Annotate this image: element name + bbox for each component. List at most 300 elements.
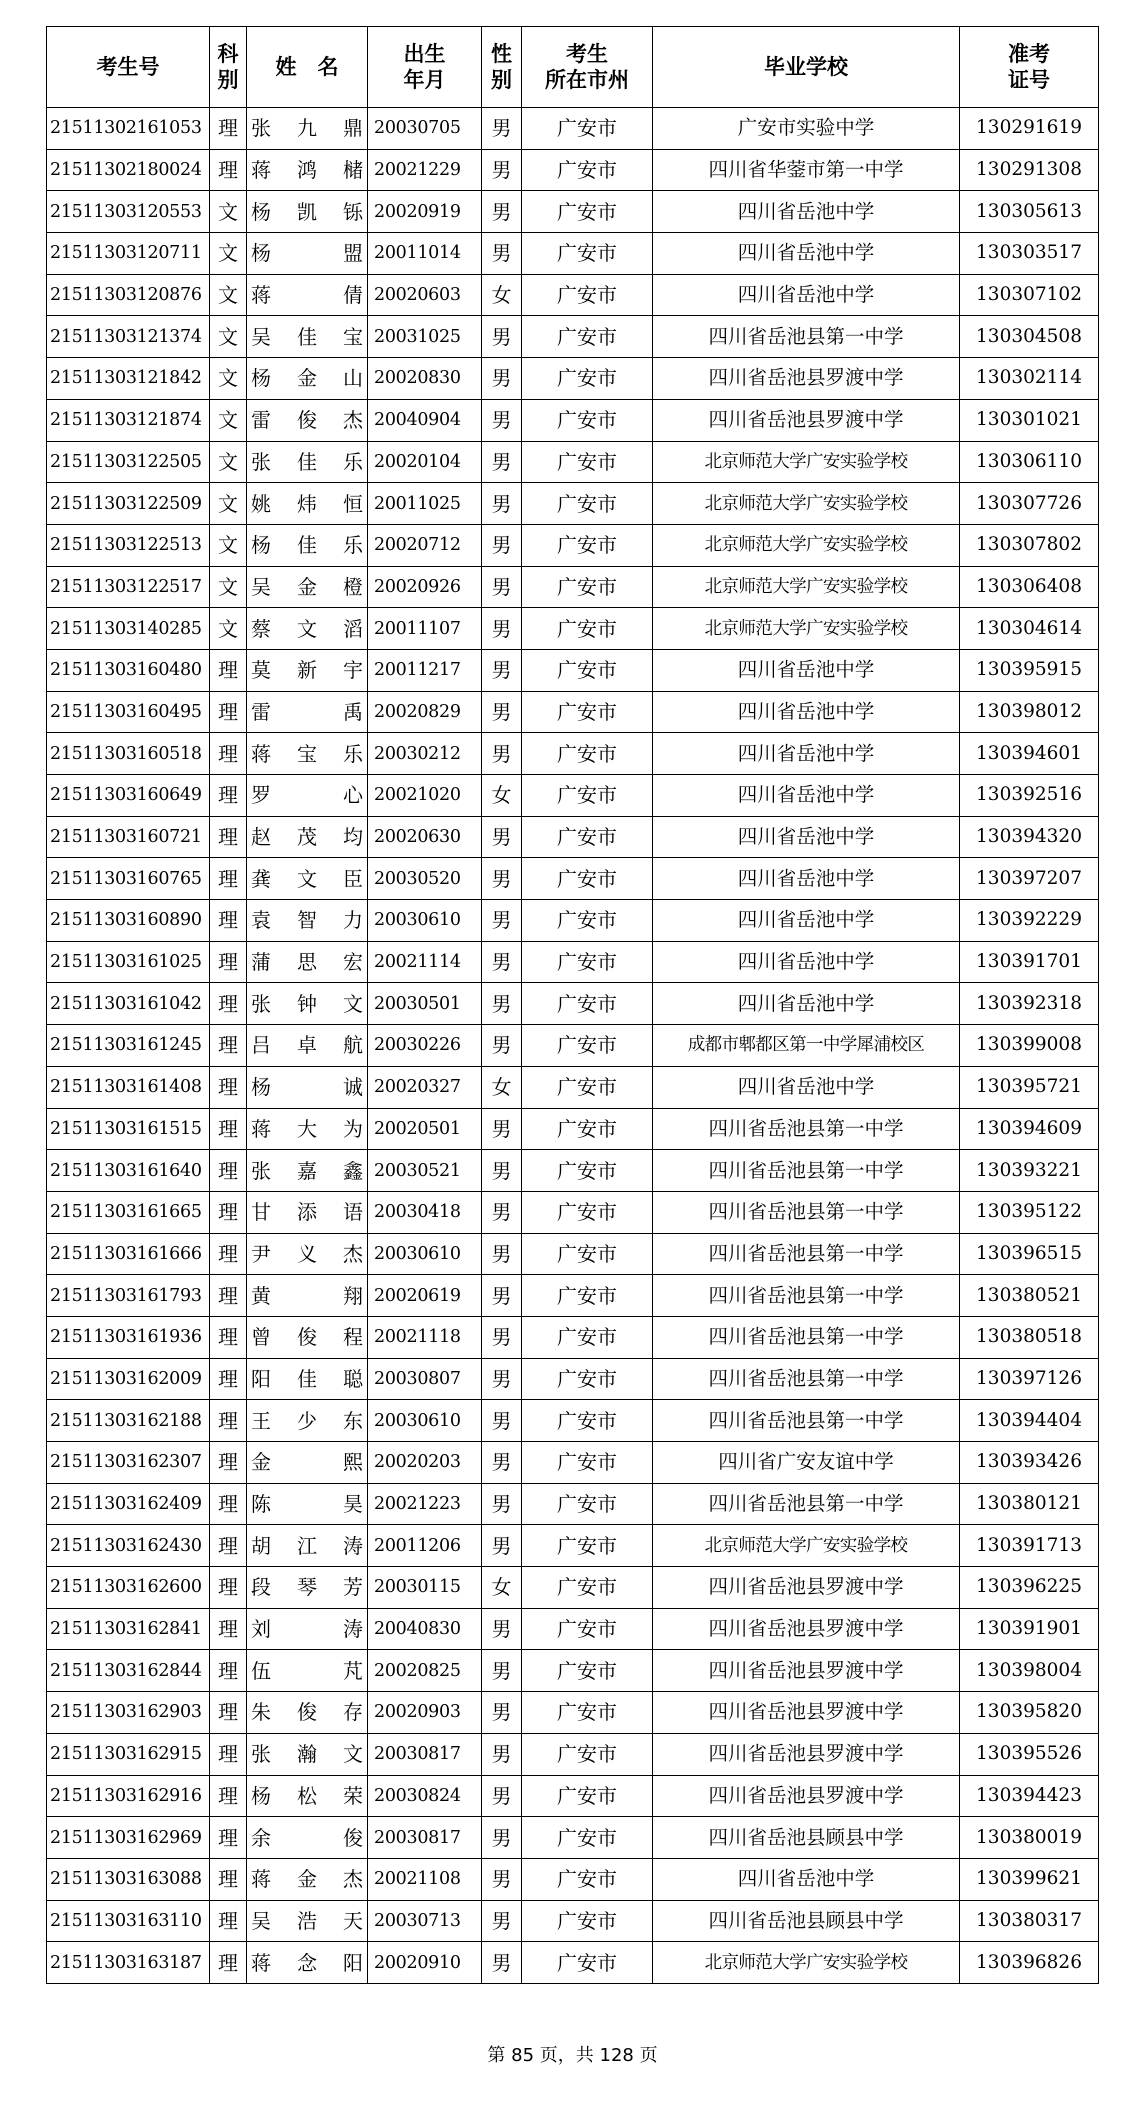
cell-city: 广安市 <box>522 108 653 150</box>
cell-school: 四川省岳池县第一中学 <box>653 1150 960 1192</box>
table-row <box>47 941 1099 983</box>
cell-subject: 理 <box>210 1525 247 1567</box>
cell-school: 北京师范大学广安实验学校 <box>653 524 960 566</box>
candidate-name: 余 俊 <box>251 1825 363 1850</box>
cell-name <box>247 775 368 817</box>
cell-ticket: 130398012 <box>960 691 1099 733</box>
cell-name <box>247 1817 368 1859</box>
cell-sex: 男 <box>482 1650 522 1692</box>
cell-name <box>247 1525 368 1567</box>
cell-exam-id: 21511303162307 <box>47 1442 210 1484</box>
candidate-name: 蒋 倩 <box>251 283 363 308</box>
header-city-label: 考生 所在市州 <box>545 42 629 92</box>
cell-birth: 20020603 <box>368 274 482 316</box>
table-row <box>47 1733 1099 1775</box>
cell-name <box>247 608 368 650</box>
table-row <box>47 649 1099 691</box>
cell-school: 四川省岳池中学 <box>653 900 960 942</box>
cell-birth: 20030713 <box>368 1900 482 1942</box>
cell-subject: 文 <box>210 358 247 400</box>
candidate-name: 伍 芃 <box>251 1658 363 1683</box>
cell-exam-id: 21511303162916 <box>47 1775 210 1817</box>
cell-subject: 理 <box>210 1025 247 1067</box>
candidate-name: 尹 义 杰 <box>251 1241 363 1266</box>
cell-name <box>247 1358 368 1400</box>
cell-sex: 男 <box>482 483 522 525</box>
cell-school: 四川省岳池中学 <box>653 191 960 233</box>
table-row <box>47 733 1099 775</box>
cell-city: 广安市 <box>522 1900 653 1942</box>
cell-name <box>247 1150 368 1192</box>
cell-name <box>247 900 368 942</box>
cell-school: 四川省岳池县罗渡中学 <box>653 1775 960 1817</box>
cell-subject: 文 <box>210 274 247 316</box>
cell-name <box>247 1316 368 1358</box>
cell-subject: 理 <box>210 108 247 150</box>
cell-birth: 20030610 <box>368 1400 482 1442</box>
cell-sex: 男 <box>482 1733 522 1775</box>
cell-city: 广安市 <box>522 441 653 483</box>
cell-exam-id: 21511303122513 <box>47 524 210 566</box>
cell-exam-id: 21511303121842 <box>47 358 210 400</box>
cell-sex: 男 <box>482 983 522 1025</box>
cell-city: 广安市 <box>522 608 653 650</box>
cell-birth: 20020501 <box>368 1108 482 1150</box>
header-ticket-label: 准考 证号 <box>1008 42 1050 92</box>
cell-city: 广安市 <box>522 358 653 400</box>
candidate-name: 刘 涛 <box>251 1617 363 1642</box>
cell-ticket: 130306408 <box>960 566 1099 608</box>
cell-birth: 20030226 <box>368 1025 482 1067</box>
cell-school: 四川省岳池中学 <box>653 274 960 316</box>
cell-exam-id: 21511303162903 <box>47 1692 210 1734</box>
cell-city: 广安市 <box>522 483 653 525</box>
cell-name <box>247 233 368 275</box>
cell-name <box>247 1650 368 1692</box>
cell-subject: 理 <box>210 1942 247 1984</box>
cell-school: 四川省广安友谊中学 <box>653 1442 960 1484</box>
candidate-name: 胡 江 涛 <box>251 1533 363 1558</box>
table-row <box>47 233 1099 275</box>
cell-birth: 20020630 <box>368 816 482 858</box>
cell-subject: 理 <box>210 858 247 900</box>
candidate-table <box>46 26 1099 1984</box>
candidate-name: 蒋 宝 乐 <box>251 741 363 766</box>
cell-sex: 男 <box>482 441 522 483</box>
cell-name <box>247 108 368 150</box>
cell-city: 广安市 <box>522 1483 653 1525</box>
cell-subject: 理 <box>210 941 247 983</box>
cell-school: 四川省岳池中学 <box>653 649 960 691</box>
table-row <box>47 1233 1099 1275</box>
cell-school: 四川省岳池县第一中学 <box>653 1275 960 1317</box>
cell-ticket: 130399621 <box>960 1858 1099 1900</box>
cell-subject: 理 <box>210 1775 247 1817</box>
cell-subject: 理 <box>210 1733 247 1775</box>
cell-exam-id: 21511303162915 <box>47 1733 210 1775</box>
cell-exam-id: 21511303161665 <box>47 1191 210 1233</box>
cell-subject: 理 <box>210 1358 247 1400</box>
cell-ticket: 130304508 <box>960 316 1099 358</box>
table-row <box>47 900 1099 942</box>
cell-name <box>247 691 368 733</box>
cell-school: 北京师范大学广安实验学校 <box>653 566 960 608</box>
cell-exam-id: 21511303122505 <box>47 441 210 483</box>
cell-exam-id: 21511303161408 <box>47 1066 210 1108</box>
cell-birth: 20011107 <box>368 608 482 650</box>
cell-ticket: 130399008 <box>960 1025 1099 1067</box>
cell-sex: 男 <box>482 733 522 775</box>
cell-birth: 20030817 <box>368 1733 482 1775</box>
cell-ticket: 130392318 <box>960 983 1099 1025</box>
cell-sex: 男 <box>482 316 522 358</box>
cell-school: 四川省岳池中学 <box>653 1858 960 1900</box>
cell-city: 广安市 <box>522 941 653 983</box>
candidate-name: 龚 文 臣 <box>251 866 363 891</box>
cell-city: 广安市 <box>522 816 653 858</box>
cell-name <box>247 191 368 233</box>
cell-subject: 理 <box>210 1150 247 1192</box>
table-row <box>47 1191 1099 1233</box>
cell-birth: 20011014 <box>368 233 482 275</box>
header-name <box>247 27 368 108</box>
cell-birth: 20040904 <box>368 399 482 441</box>
cell-subject: 文 <box>210 483 247 525</box>
cell-birth: 20020926 <box>368 566 482 608</box>
cell-sex: 男 <box>482 1525 522 1567</box>
cell-sex: 男 <box>482 1316 522 1358</box>
cell-ticket: 130307802 <box>960 524 1099 566</box>
cell-ticket: 130391701 <box>960 941 1099 983</box>
cell-ticket: 130305613 <box>960 191 1099 233</box>
cell-name <box>247 941 368 983</box>
cell-school: 四川省岳池县罗渡中学 <box>653 399 960 441</box>
cell-subject: 理 <box>210 1650 247 1692</box>
candidate-name: 段 琴 芳 <box>251 1575 363 1600</box>
cell-ticket: 130394601 <box>960 733 1099 775</box>
candidate-name: 杨 金 山 <box>251 366 363 391</box>
cell-school: 成都市郫都区第一中学犀浦校区 <box>653 1025 960 1067</box>
cell-name <box>247 149 368 191</box>
cell-subject: 理 <box>210 816 247 858</box>
cell-school: 北京师范大学广安实验学校 <box>653 608 960 650</box>
cell-subject: 理 <box>210 1066 247 1108</box>
cell-school: 北京师范大学广安实验学校 <box>653 1525 960 1567</box>
cell-sex: 女 <box>482 775 522 817</box>
cell-subject: 文 <box>210 608 247 650</box>
table-row <box>47 483 1099 525</box>
candidate-name: 金 熙 <box>251 1450 363 1475</box>
cell-sex: 男 <box>482 816 522 858</box>
cell-city: 广安市 <box>522 1358 653 1400</box>
cell-exam-id: 21511303122517 <box>47 566 210 608</box>
cell-subject: 理 <box>210 1817 247 1859</box>
header-school-label: 毕业学校 <box>764 55 848 79</box>
cell-ticket: 130394404 <box>960 1400 1099 1442</box>
cell-name <box>247 1066 368 1108</box>
table-row <box>47 1858 1099 1900</box>
cell-city: 广安市 <box>522 1608 653 1650</box>
candidate-name: 朱 俊 存 <box>251 1700 363 1725</box>
cell-birth: 20030705 <box>368 108 482 150</box>
cell-city: 广安市 <box>522 733 653 775</box>
cell-school: 四川省岳池县第一中学 <box>653 316 960 358</box>
candidate-name: 雷 禹 <box>251 699 363 724</box>
cell-exam-id: 21511303160765 <box>47 858 210 900</box>
table-row <box>47 691 1099 733</box>
cell-birth: 20020825 <box>368 1650 482 1692</box>
cell-ticket: 130303517 <box>960 233 1099 275</box>
cell-sex: 男 <box>482 108 522 150</box>
cell-ticket: 130394423 <box>960 1775 1099 1817</box>
cell-subject: 文 <box>210 316 247 358</box>
cell-exam-id: 21511303163110 <box>47 1900 210 1942</box>
cell-city: 广安市 <box>522 1942 653 1984</box>
cell-birth: 20030521 <box>368 1150 482 1192</box>
cell-city: 广安市 <box>522 316 653 358</box>
cell-exam-id: 21511303120876 <box>47 274 210 316</box>
candidate-name: 杨 松 荣 <box>251 1783 363 1808</box>
cell-school: 四川省岳池县罗渡中学 <box>653 1608 960 1650</box>
cell-birth: 20020829 <box>368 691 482 733</box>
cell-school: 四川省岳池中学 <box>653 816 960 858</box>
cell-ticket: 130291308 <box>960 149 1099 191</box>
cell-sex: 男 <box>482 1775 522 1817</box>
cell-school: 四川省岳池县第一中学 <box>653 1108 960 1150</box>
cell-ticket: 130395122 <box>960 1191 1099 1233</box>
table-row <box>47 1150 1099 1192</box>
cell-exam-id: 21511303162409 <box>47 1483 210 1525</box>
cell-ticket: 130307102 <box>960 274 1099 316</box>
cell-school: 四川省岳池中学 <box>653 733 960 775</box>
cell-name <box>247 1442 368 1484</box>
cell-subject: 理 <box>210 649 247 691</box>
table-row <box>47 1775 1099 1817</box>
cell-name <box>247 274 368 316</box>
candidate-name: 蒲 思 宏 <box>251 950 363 975</box>
cell-name <box>247 483 368 525</box>
candidate-name: 莫 新 宇 <box>251 658 363 683</box>
candidate-name: 张 佳 乐 <box>251 449 363 474</box>
cell-sex: 男 <box>482 358 522 400</box>
cell-subject: 理 <box>210 1692 247 1734</box>
candidate-name: 张 瀚 文 <box>251 1742 363 1767</box>
cell-school: 四川省岳池中学 <box>653 233 960 275</box>
cell-subject: 文 <box>210 441 247 483</box>
table-row <box>47 441 1099 483</box>
cell-school: 四川省岳池县第一中学 <box>653 1316 960 1358</box>
candidate-name: 吴 金 橙 <box>251 574 363 599</box>
table-row <box>47 1525 1099 1567</box>
cell-exam-id: 21511303161936 <box>47 1316 210 1358</box>
cell-subject: 理 <box>210 1483 247 1525</box>
cell-ticket: 130392229 <box>960 900 1099 942</box>
cell-ticket: 130397126 <box>960 1358 1099 1400</box>
page-footer: 第 85 页，共 128 页 <box>487 2045 658 2066</box>
cell-exam-id: 21511303162430 <box>47 1525 210 1567</box>
cell-sex: 男 <box>482 1608 522 1650</box>
candidate-name: 黄 翔 <box>251 1283 363 1308</box>
cell-exam-id: 21511303160495 <box>47 691 210 733</box>
cell-name <box>247 816 368 858</box>
candidate-name: 杨 盟 <box>251 241 363 266</box>
cell-birth: 20021114 <box>368 941 482 983</box>
table-row <box>47 524 1099 566</box>
cell-exam-id: 21511303160480 <box>47 649 210 691</box>
cell-exam-id: 21511303160518 <box>47 733 210 775</box>
cell-school: 北京师范大学广安实验学校 <box>653 1942 960 1984</box>
cell-subject: 理 <box>210 1191 247 1233</box>
table-row <box>47 1025 1099 1067</box>
table-body <box>47 108 1099 1984</box>
cell-sex: 男 <box>482 1858 522 1900</box>
cell-sex: 男 <box>482 399 522 441</box>
cell-name <box>247 399 368 441</box>
cell-city: 广安市 <box>522 1650 653 1692</box>
header-exam-id-label: 考生号 <box>96 55 160 79</box>
table-row <box>47 566 1099 608</box>
cell-city: 广安市 <box>522 1525 653 1567</box>
cell-sex: 男 <box>482 1817 522 1859</box>
cell-city: 广安市 <box>522 691 653 733</box>
table-row <box>47 1108 1099 1150</box>
cell-ticket: 130302114 <box>960 358 1099 400</box>
cell-exam-id: 21511303163187 <box>47 1942 210 1984</box>
table-row <box>47 1567 1099 1609</box>
cell-name <box>247 1483 368 1525</box>
cell-school: 四川省岳池中学 <box>653 775 960 817</box>
cell-sex: 男 <box>482 1400 522 1442</box>
cell-subject: 理 <box>210 691 247 733</box>
cell-subject: 理 <box>210 1567 247 1609</box>
cell-sex: 男 <box>482 608 522 650</box>
table-row <box>47 775 1099 817</box>
cell-ticket: 130301021 <box>960 399 1099 441</box>
candidate-name: 王 少 东 <box>251 1408 363 1433</box>
cell-birth: 20030520 <box>368 858 482 900</box>
cell-name <box>247 1108 368 1150</box>
cell-name <box>247 441 368 483</box>
cell-subject: 理 <box>210 733 247 775</box>
cell-exam-id: 21511303162844 <box>47 1650 210 1692</box>
cell-ticket: 130380521 <box>960 1275 1099 1317</box>
cell-sex: 女 <box>482 274 522 316</box>
cell-sex: 男 <box>482 1483 522 1525</box>
cell-subject: 理 <box>210 1275 247 1317</box>
candidate-name: 蒋 大 为 <box>251 1116 363 1141</box>
cell-birth: 20030212 <box>368 733 482 775</box>
candidate-name: 杨 诚 <box>251 1075 363 1100</box>
cell-birth: 20021229 <box>368 149 482 191</box>
cell-school: 四川省岳池县顾县中学 <box>653 1817 960 1859</box>
cell-exam-id: 21511303163088 <box>47 1858 210 1900</box>
table-row <box>47 358 1099 400</box>
candidate-name: 姚 炜 恒 <box>251 491 363 516</box>
cell-subject: 理 <box>210 1858 247 1900</box>
cell-birth: 20030824 <box>368 1775 482 1817</box>
cell-ticket: 130380518 <box>960 1316 1099 1358</box>
cell-birth: 20020104 <box>368 441 482 483</box>
cell-exam-id: 21511303162969 <box>47 1817 210 1859</box>
cell-sex: 男 <box>482 691 522 733</box>
candidate-name: 袁 智 力 <box>251 908 363 933</box>
cell-sex: 男 <box>482 941 522 983</box>
cell-sex: 男 <box>482 858 522 900</box>
cell-exam-id: 21511303160890 <box>47 900 210 942</box>
header-city <box>522 27 653 108</box>
cell-school: 四川省岳池中学 <box>653 983 960 1025</box>
candidate-name: 吴 浩 天 <box>251 1908 363 1933</box>
cell-sex: 男 <box>482 1191 522 1233</box>
cell-ticket: 130396225 <box>960 1567 1099 1609</box>
cell-birth: 20030501 <box>368 983 482 1025</box>
cell-name <box>247 1608 368 1650</box>
cell-subject: 理 <box>210 983 247 1025</box>
cell-birth: 20020830 <box>368 358 482 400</box>
candidate-name: 张 九 鼎 <box>251 116 363 141</box>
cell-city: 广安市 <box>522 1567 653 1609</box>
cell-school: 北京师范大学广安实验学校 <box>653 441 960 483</box>
cell-ticket: 130291619 <box>960 108 1099 150</box>
cell-subject: 理 <box>210 900 247 942</box>
cell-birth: 20020712 <box>368 524 482 566</box>
cell-ticket: 130396515 <box>960 1233 1099 1275</box>
cell-city: 广安市 <box>522 1191 653 1233</box>
cell-school: 四川省岳池县罗渡中学 <box>653 358 960 400</box>
cell-school: 北京师范大学广安实验学校 <box>653 483 960 525</box>
table-row <box>47 608 1099 650</box>
cell-name <box>247 1942 368 1984</box>
cell-sex: 男 <box>482 1942 522 1984</box>
cell-school: 四川省岳池县第一中学 <box>653 1233 960 1275</box>
table-row <box>47 191 1099 233</box>
cell-birth: 20030418 <box>368 1191 482 1233</box>
cell-exam-id: 21511303121874 <box>47 399 210 441</box>
cell-city: 广安市 <box>522 1025 653 1067</box>
cell-name <box>247 1858 368 1900</box>
cell-ticket: 130394320 <box>960 816 1099 858</box>
candidate-name: 陈 昊 <box>251 1492 363 1517</box>
cell-ticket: 130380317 <box>960 1900 1099 1942</box>
candidate-name: 蔡 文 滔 <box>251 616 363 641</box>
cell-subject: 文 <box>210 524 247 566</box>
cell-ticket: 130306110 <box>960 441 1099 483</box>
cell-ticket: 130392516 <box>960 775 1099 817</box>
cell-school: 四川省岳池县第一中学 <box>653 1358 960 1400</box>
cell-exam-id: 21511303162188 <box>47 1400 210 1442</box>
cell-city: 广安市 <box>522 775 653 817</box>
cell-name <box>247 983 368 1025</box>
cell-school: 广安市实验中学 <box>653 108 960 150</box>
cell-name <box>247 1191 368 1233</box>
cell-name <box>247 316 368 358</box>
table-row <box>47 1692 1099 1734</box>
cell-sex: 男 <box>482 191 522 233</box>
cell-city: 广安市 <box>522 649 653 691</box>
candidate-name: 张 嘉 鑫 <box>251 1158 363 1183</box>
cell-ticket: 130393221 <box>960 1150 1099 1192</box>
cell-name <box>247 1567 368 1609</box>
cell-school: 四川省岳池中学 <box>653 858 960 900</box>
cell-subject: 文 <box>210 566 247 608</box>
cell-exam-id: 21511303161793 <box>47 1275 210 1317</box>
cell-school: 四川省岳池中学 <box>653 941 960 983</box>
cell-name <box>247 566 368 608</box>
cell-city: 广安市 <box>522 1817 653 1859</box>
cell-birth: 20030610 <box>368 1233 482 1275</box>
table-row <box>47 1942 1099 1984</box>
candidate-name: 曾 俊 程 <box>251 1325 363 1350</box>
